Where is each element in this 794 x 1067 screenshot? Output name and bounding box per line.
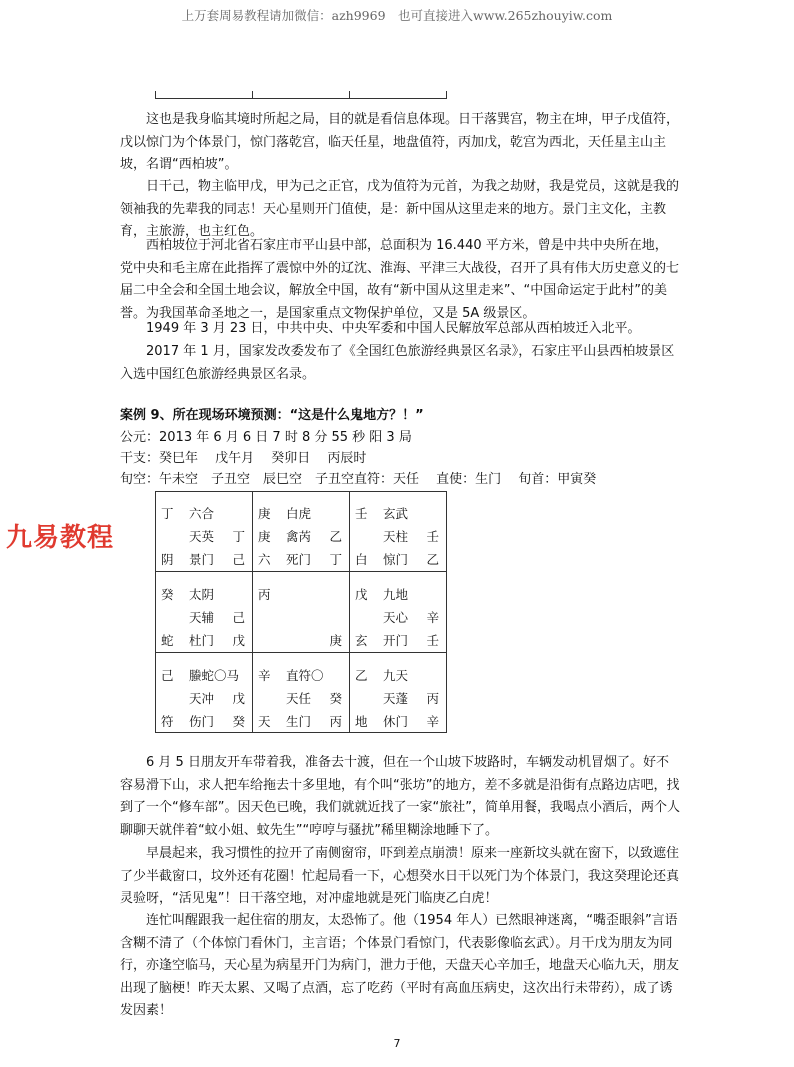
- chart-cell-text: 天柱: [383, 529, 409, 544]
- chart-cell-text: 戊: [232, 633, 245, 648]
- chart-cell: [349, 494, 443, 574]
- chart-cell: [155, 575, 249, 655]
- chart-cell-text: 禽芮: [286, 529, 312, 544]
- chart-cell-text: 休门: [383, 714, 409, 729]
- chart-cell-text: 景门: [189, 552, 215, 567]
- chart-cell: [349, 575, 443, 655]
- case-xunkong: 旬空：午未空 子丑空 辰巳空 子丑空直符：天任 直使：生门 旬首：甲寅癸: [120, 472, 597, 487]
- chart-cell-text: 己: [232, 552, 245, 567]
- chart-cell-text: 白: [355, 552, 368, 567]
- paragraph: 1949 年 3 月 23 日，中共中央、中央军委和中国人民解放军总部从西柏坡迁入北平。: [146, 321, 641, 336]
- chart-cell-text: 丁: [161, 506, 174, 521]
- chart-cell-text: 九地: [383, 587, 409, 602]
- chart-cell-text: 杜门: [189, 633, 215, 648]
- chart-cell-text: 丁: [329, 552, 342, 567]
- chart-cell-text: 壬: [426, 633, 439, 648]
- chart-cell-text: 癸: [232, 714, 245, 729]
- chart-cell-text: 己: [232, 610, 245, 625]
- chart-cell-text: 九天: [383, 668, 409, 683]
- case-date: 公元：2013 年 6 月 6 日 7 时 8 分 55 秒 阳 3 局: [120, 430, 412, 445]
- chart-cell-text: 开门: [383, 633, 409, 648]
- case-title: 案例 9、所在现场环境预测：“这是什么鬼地方？！”: [120, 408, 424, 423]
- page-header: 上万套周易教程请加微信：azh9969 也可直接进入www.265zhouyiw.com: [181, 8, 613, 23]
- chart-cell-text: 螣蛇〇马: [189, 668, 240, 683]
- chart-cell-text: 庚: [329, 633, 342, 648]
- prev-chart-tick: [446, 91, 447, 99]
- chart-cell-text: 天辅: [189, 610, 215, 625]
- chart-cell-text: 戊: [232, 691, 245, 706]
- prev-chart-tick: [155, 91, 156, 99]
- chart-cell-text: 直符〇: [286, 668, 324, 683]
- prev-chart-tick: [349, 91, 350, 99]
- chart-cell-text: 惊门: [383, 552, 409, 567]
- chart-cell-text: 地: [355, 714, 368, 729]
- chart-cell-text: 戊: [355, 587, 368, 602]
- prev-chart-tick: [252, 91, 253, 99]
- chart-cell-text: 玄武: [383, 506, 409, 521]
- chart-cell-text: 白虎: [286, 506, 312, 521]
- case-ganzhi: 干支：癸巳年 戊午月 癸卯日 丙辰时: [120, 451, 367, 466]
- chart-cell-text: 壬: [426, 529, 439, 544]
- chart-cell: [349, 656, 443, 736]
- prev-chart-bottom-border: [155, 98, 447, 99]
- chart-cell-text: 辛: [258, 668, 271, 683]
- chart-cell-text: 天: [258, 714, 271, 729]
- chart-cell-text: 天英: [189, 529, 215, 544]
- chart-cell-text: 天冲: [189, 691, 215, 706]
- chart-cell-text: 丁: [232, 529, 245, 544]
- chart-cell-text: 太阴: [189, 587, 215, 602]
- paragraph: 这也是我身临其境时所起之局，目的就是看信息体现。日干落巽宫，物主在坤，甲子戊值符，戊以惊门为个体景门，惊门落乾宫，临天任星，地盘值符，丙加戊，乾宫为西北，天任星主山主坡，名谓“西柏坡”。: [120, 112, 680, 173]
- chart-cell-text: 六合: [189, 506, 215, 521]
- chart-cell-text: 癸: [329, 691, 342, 706]
- chart-cell-text: 己: [161, 668, 174, 683]
- paragraph: 2017 年 1 月，国家发改委发布了《全国红色旅游经典景区名录》，石家庄平山县西柏坡景区入选中国红色旅游经典景区名录。: [120, 344, 675, 382]
- chart-cell-text: 丙: [329, 714, 342, 729]
- paragraph: 早晨起来，我习惯性的拉开了南侧窗帘，吓到差点崩溃！原来一座新坟头就在窗下，以致遮住了少半截窗口，坟外还有花圈！忙起局看一下，心想癸水日干以死门为个体景门，我这癸理论还真灵验呀，“活见鬼”！日干落空地，对冲虚地就是死门临庚乙白虎！: [120, 846, 680, 907]
- paragraph: 连忙叫醒跟我一起住宿的朋友，太恐怖了。他（1954 年人）已然眼神迷离，“嘴歪眼斜”言语含糊不清了（个体惊门看休门，主言语；个体景门看惊门，代表影像临玄武）。月干戊为朋友为同行，亦逢空临马，天心星为病星开门为病门，泄力于他，天盘天心辛加壬，地盘天心临九天，朋友出现了脑梗！昨天太累、又喝了点酒，忘了吃药（平时有高血压病史，这次出行未带药），成了诱发因素！: [120, 913, 680, 1019]
- chart-cell-text: 丙: [426, 691, 439, 706]
- chart-cell-text: 癸: [161, 587, 174, 602]
- watermark-logo: 九易教程: [6, 523, 115, 553]
- chart-cell-text: 六: [258, 552, 271, 567]
- chart-cell: [252, 575, 346, 655]
- chart-cell-text: 庚: [258, 506, 271, 521]
- paragraph: 西柏坡位于河北省石家庄市平山县中部，总面积为 16.440 平方米，曾是中共中央所在地，党中央和毛主席在此指挥了震惊中外的辽沈、淮海、平津三大战役，召开了具有伟大历史意义的七届二中全会和全国土地会议，解放全中国，故有“新中国从这里走来”、“中国命运定于此村”的美誉。为我国革命圣地之一，是国家重点文物保护单位，又是 5A 级景区。: [120, 238, 680, 321]
- chart-cell-text: 蛇: [161, 633, 174, 648]
- chart-cell: [252, 656, 346, 736]
- chart-cell-text: 符: [161, 714, 174, 729]
- chart-cell: [252, 494, 346, 574]
- chart-cell-text: 阴: [161, 552, 174, 567]
- chart-cell: [155, 656, 249, 736]
- chart-cell-text: 玄: [355, 633, 368, 648]
- chart-cell: [155, 494, 249, 574]
- chart-cell-text: 乙: [426, 552, 439, 567]
- chart-cell-text: 辛: [426, 714, 439, 729]
- page-number: 7: [393, 1037, 401, 1050]
- chart-cell-text: 天蓬: [383, 691, 409, 706]
- chart-cell-text: 丙: [258, 587, 271, 602]
- chart-cell-text: 伤门: [189, 714, 215, 729]
- qimen-chart: [155, 491, 447, 733]
- paragraph: 日干己，物主临甲戊，甲为己之正官，戊为值符为元首，为我之劫财，我是党员，这就是我的领袖我的先辈我的同志！天心星则开门值使，是：新中国从这里走来的地方。景门主文化，主教育，主旅游，也主红色。: [120, 179, 680, 240]
- chart-cell-text: 乙: [355, 668, 368, 683]
- chart-cell-text: 庚: [258, 529, 271, 544]
- chart-cell-text: 乙: [329, 529, 342, 544]
- chart-cell-text: 天任: [286, 691, 312, 706]
- paragraph: 6 月 5 日朋友开车带着我，准备去十渡，但在一个山坡下坡路时，车辆发动机冒烟了。好不容易滑下山，求人把车给拖去十多里地，有个叫“张坊”的地方，差不多就是沿街有点路边店吧，找到了一个“修车部”。因天色已晚，我们就就近找了一家“旅社”，简单用餐，我喝点小酒后，两个人聊聊天就伴着“蚊小姐、蚊先生”“哼哼与骚扰”稀里糊涂地睡下了。: [120, 755, 680, 838]
- chart-cell-text: 死门: [286, 552, 312, 567]
- chart-cell-text: 壬: [355, 506, 368, 521]
- chart-cell-text: 辛: [426, 610, 439, 625]
- chart-cell-text: 天心: [383, 610, 409, 625]
- chart-cell-text: 生门: [286, 714, 312, 729]
